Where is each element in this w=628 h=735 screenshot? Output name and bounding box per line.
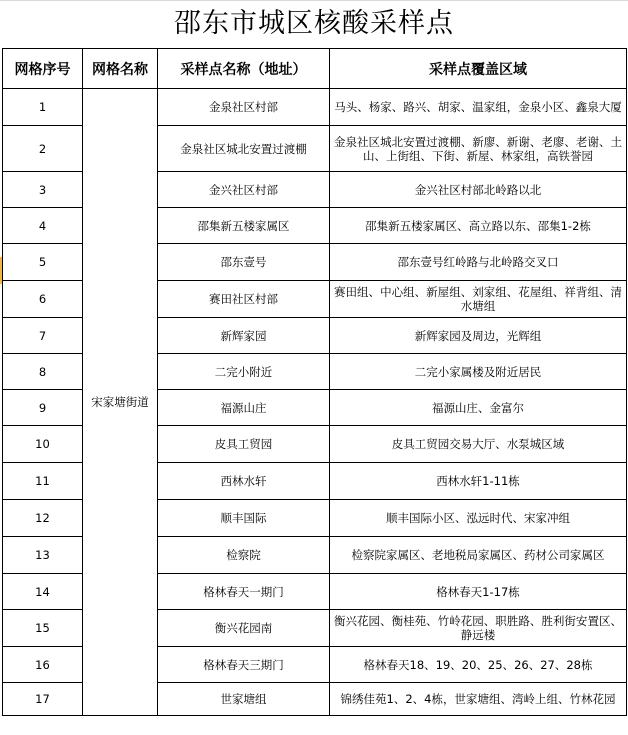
header-grid: 网格名称: [83, 49, 158, 89]
row-coverage: 锦绣佳苑1、2、4栋，世家塘组、湾岭上组、竹林花园: [330, 683, 627, 716]
row-coverage: 顺丰国际小区、泓远时代、宋家冲组: [330, 500, 627, 537]
row-coverage: 皮具工贸园交易大厅、水泵城区域: [330, 426, 627, 463]
row-site: 顺丰国际: [158, 500, 330, 537]
page-title: 邵东市城区核酸采样点: [174, 8, 454, 39]
row-site: 金兴社区村部: [158, 172, 330, 208]
header-coverage: 采样点覆盖区域: [330, 49, 627, 89]
header-seq: 网格序号: [3, 49, 83, 89]
header-row: [3, 49, 627, 89]
row-coverage: 马头、杨家、路兴、胡家、温家组，金泉小区、鑫泉大厦: [330, 89, 627, 126]
row-site: 世家塘组: [158, 683, 330, 716]
row-seq: 17: [3, 683, 83, 716]
row-seq: 2: [3, 126, 83, 172]
sampling-sites-table: [2, 48, 627, 716]
row-seq: 13: [3, 537, 83, 574]
row-coverage: 金泉社区城北安置过渡棚、新廖、新谢、老廖、老谢、土山、上街组、下街、新屋、林家组，高铁誉园: [330, 126, 627, 172]
row-seq: 12: [3, 500, 83, 537]
row-coverage: 新辉家园及周边，光辉组: [330, 318, 627, 354]
row-site: 检察院: [158, 537, 330, 574]
row-site: 格林春天一期门: [158, 574, 330, 610]
row-seq: 9: [3, 390, 83, 426]
row-coverage: 格林春天18、19、20、25、26、27、28栋: [330, 647, 627, 683]
row-coverage: 格林春天1-17栋: [330, 574, 627, 610]
row-seq: 1: [3, 89, 83, 126]
row-coverage: 金兴社区村部北岭路以北: [330, 172, 627, 208]
row-site: 二完小附近: [158, 354, 330, 390]
row-site: 新辉家园: [158, 318, 330, 354]
row-site: 福源山庄: [158, 390, 330, 426]
row-coverage: 检察院家属区、老地税局家属区、药材公司家属区: [330, 537, 627, 574]
table-body: [3, 89, 627, 716]
row-seq: 10: [3, 426, 83, 463]
row-coverage: 衡兴花园、衡桂苑、竹岭花园、职胜路、胜利街安置区、静远楼: [330, 610, 627, 647]
row-site: 邵东壹号: [158, 244, 330, 281]
row-site: 衡兴花园南: [158, 610, 330, 647]
row-seq: 5: [3, 244, 83, 281]
row-seq: 16: [3, 647, 83, 683]
row-seq: 11: [3, 463, 83, 500]
row-site: 赛田社区村部: [158, 281, 330, 318]
row-site: 西林水轩: [158, 463, 330, 500]
row-seq: 8: [3, 354, 83, 390]
table-row: [3, 89, 627, 126]
row-site: 邵集新五楼家属区: [158, 208, 330, 244]
row-coverage: 邵东壹号红岭路与北岭路交叉口: [330, 244, 627, 281]
grid-name-cell: 宋家塘街道: [83, 89, 158, 716]
row-coverage: 邵集新五楼家属区、高立路以东、邵集1-2栋: [330, 208, 627, 244]
row-coverage: 赛田组、中心组、新屋组、刘家组、花屋组、祥背组、清水塘组: [330, 281, 627, 318]
row-seq: 3: [3, 172, 83, 208]
row-seq: 6: [3, 281, 83, 318]
row-coverage: 二完小家属楼及附近居民: [330, 354, 627, 390]
row-seq: 4: [3, 208, 83, 244]
row-site: 格林春天三期门: [158, 647, 330, 683]
row-site: 皮具工贸园: [158, 426, 330, 463]
row-coverage: 福源山庄、金富尔: [330, 390, 627, 426]
row-coverage: 西林水轩1-11栋: [330, 463, 627, 500]
row-site: 金泉社区城北安置过渡棚: [158, 126, 330, 172]
row-site: 金泉社区村部: [158, 89, 330, 126]
row-seq: 7: [3, 318, 83, 354]
row-seq: 15: [3, 610, 83, 647]
row-seq: 14: [3, 574, 83, 610]
header-site: 采样点名称（地址）: [158, 49, 330, 89]
